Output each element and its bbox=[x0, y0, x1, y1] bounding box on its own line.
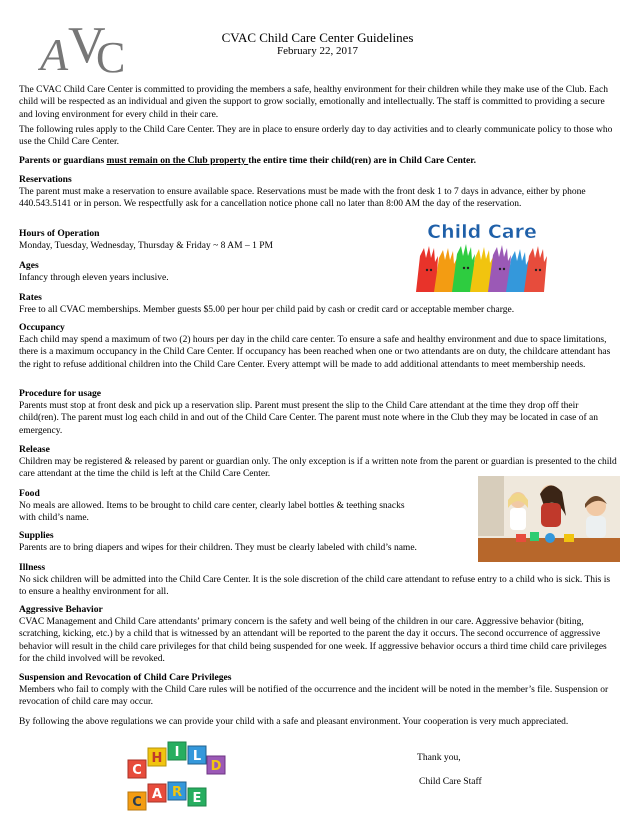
block-letter-e: E bbox=[192, 791, 202, 806]
logo-letter-a: A bbox=[40, 29, 69, 80]
release-body: Children may be registered & released by parent or guardian only. The only exception is if a written note from the parent or guardian is presented to the child care attendant at the time the child is left at the Child Care Center. bbox=[19, 457, 617, 480]
block-letter-i: I bbox=[174, 745, 180, 760]
block-h bbox=[148, 748, 166, 766]
closing-paragraph: By following the above regulations we can provide your child with a safe and pleasant environment. Your cooperation is very much appreciated. bbox=[19, 717, 569, 727]
procedure-body: Parents must stop at front desk and pick up a reservation slip. Parent must present the slip to the Child Care attendant at the time they drop off their child(ren). The parent must log each child in and out of the Child Care Center. The parent must note where in the Club they may be located in case of an emergency. bbox=[19, 401, 598, 436]
block-c1 bbox=[128, 760, 146, 778]
block-e bbox=[188, 788, 206, 806]
child-care-blocks-image bbox=[122, 740, 227, 818]
logo-mark bbox=[38, 12, 133, 80]
procedure-heading: Procedure for usage bbox=[19, 388, 102, 399]
illness-body: No sick children will be admitted into the Child Care Center. It is the sole discretion of the child care attendant to refuse entry to a child who is sick. This is to ensure a healthy environment for all. bbox=[19, 575, 611, 598]
block-letter-a: A bbox=[151, 787, 163, 802]
signature-line: Child Care Staff bbox=[419, 776, 482, 787]
block-r bbox=[168, 782, 186, 800]
painted-hands-icon bbox=[416, 244, 547, 292]
ages-heading: Ages bbox=[19, 260, 39, 271]
block-letter-l: L bbox=[192, 749, 202, 764]
reservations-heading: Reservations bbox=[19, 174, 72, 185]
block-c2 bbox=[128, 792, 146, 810]
rates-body: Free to all CVAC memberships. Member guests $5.00 per hour per child paid by cash or credit card or acceptable member charge. bbox=[19, 305, 515, 315]
block-letter-c2: C bbox=[132, 795, 142, 810]
rates-heading: Rates bbox=[19, 292, 42, 303]
block-l bbox=[188, 746, 206, 764]
page-date: February 22, 2017 bbox=[277, 45, 358, 57]
notice-underlined: must remain on the Club property bbox=[106, 156, 249, 166]
notice-part-3: the entire time their child(ren) are in Child Care Center. bbox=[248, 156, 476, 166]
occupancy-body: Each child may spend a maximum of two (2) hours per day in the child care center. To ensure a safe and healthy environment and due to space limitations, there is a maximum occupancy in the Child Care Center. If occupancy has been reached when one or two attendants are on duty, the childcare attendant has the right to refuse additional children into the Child Care Center. Every attempt will be made to add additional attendants to meet membership needs. bbox=[19, 335, 611, 370]
ages-body: Infancy through eleven years inclusive. bbox=[19, 273, 169, 283]
block-letter-d: D bbox=[210, 759, 222, 774]
intro-paragraph-2: The following rules apply to the Child Care Center. They are in place to ensure orderly day to day activities and to clearly communicate policy to those who use the Child Care Center. bbox=[19, 125, 613, 148]
block-a bbox=[148, 784, 166, 802]
cvac-logo bbox=[38, 12, 133, 80]
block-d bbox=[207, 756, 225, 774]
page-title: CVAC Child Care Center Guidelines bbox=[221, 30, 414, 45]
illness-heading: Illness bbox=[19, 562, 46, 573]
notice-part-1: Parents or guardians bbox=[19, 156, 107, 166]
intro-paragraph-1: The CVAC Child Care Center is committed to providing the members a safe, healthy environment for their children while they make use of the Club. Each child will be respected as an individual and given the support to grow socially, emotionally and intellectually. The staff is committed to providing a secure and loving environment for every child in their care. bbox=[19, 85, 608, 120]
child-care-banner-image bbox=[412, 218, 552, 293]
food-heading: Food bbox=[19, 488, 40, 499]
hours-heading: Hours of Operation bbox=[19, 228, 100, 239]
release-heading: Release bbox=[19, 444, 50, 455]
reservations-body: The parent must make a reservation to ensure available space. Reservations must be made with the front desk 1 to 7 days in advance, either by phone 440.543.5141 or in person. We respectfully ask for a cancellation notice phone call no later than 8:00 AM the day of the reservation. bbox=[19, 187, 586, 210]
supplies-body: Parents are to bring diapers and wipes for their children. They must be clearly labeled with child’s name. bbox=[19, 543, 417, 553]
aggressive-heading: Aggressive Behavior bbox=[19, 604, 103, 615]
occupancy-heading: Occupancy bbox=[19, 322, 65, 333]
hours-body: Monday, Tuesday, Wednesday, Thursday & Friday ~ 8 AM – 1 PM bbox=[19, 241, 273, 251]
block-i bbox=[168, 742, 186, 760]
logo-letter-v: V bbox=[68, 17, 106, 74]
block-letter-h: H bbox=[151, 751, 163, 766]
logo-letter-c: C bbox=[96, 33, 126, 80]
food-body: No meals are allowed. Items to be brought to child care center, clearly label bottles & teething snacks with child’s name. bbox=[19, 501, 405, 524]
suspension-heading: Suspension and Revocation of Child Care Privileges bbox=[19, 672, 232, 683]
supplies-heading: Supplies bbox=[19, 530, 54, 541]
children-playing-photo bbox=[478, 476, 620, 562]
block-letter-c1: C bbox=[132, 763, 142, 778]
aggressive-body: CVAC Management and Child Care attendants’ primary concern is the safety and well being of the children in our care. Aggressive behavior (biting, scratching, kicking, etc.) by a child that is witnessed by an attendant will be reported to the parent the day it occurs. The second occurrence of aggressive behavior will result in the child care privileges for that child being suspended for one week. If aggressive behavior occurs a third time child care privileges for the child involved will be revoked. bbox=[19, 617, 607, 664]
block-letter-r: R bbox=[171, 785, 183, 800]
intro-notice bbox=[19, 155, 619, 167]
suspension-body: Members who fail to comply with the Child Care rules will be notified of the occurrence and the incident will be noted in the member’s file. Suspension or revocation of child care may occur. bbox=[19, 685, 609, 708]
thanks-line: Thank you, bbox=[417, 752, 461, 763]
banner-title: Child Care bbox=[427, 221, 537, 243]
